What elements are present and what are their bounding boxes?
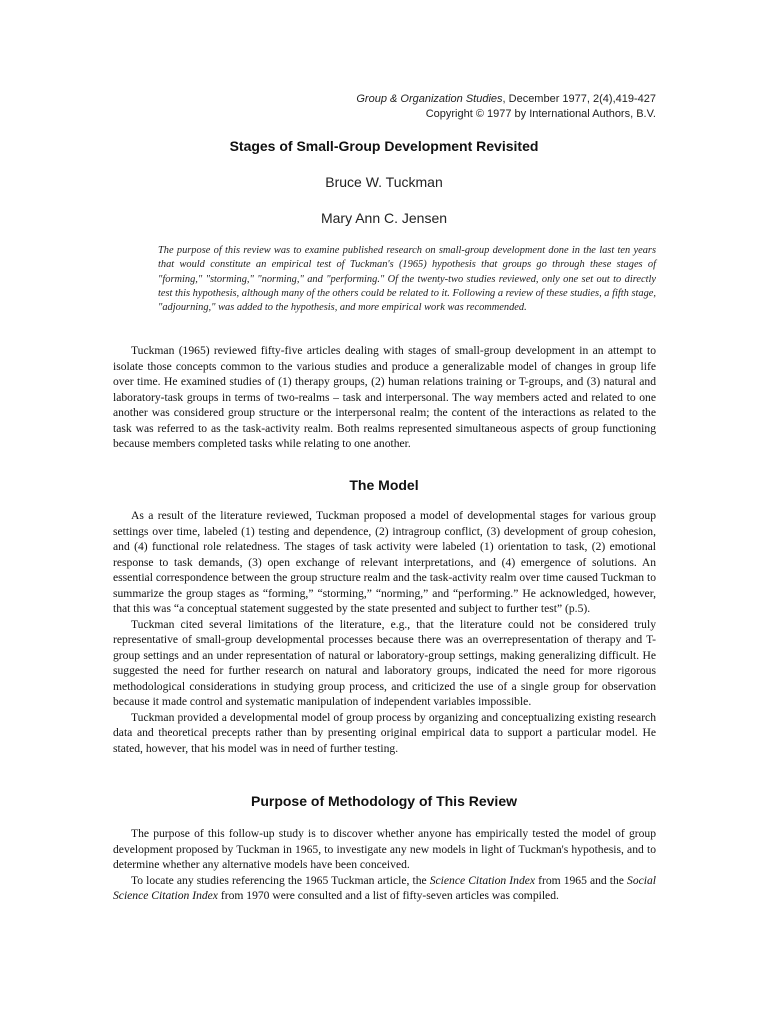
purpose-text-c: from 1970 were consulted and a list of fifty-seven articles was compiled. bbox=[217, 889, 559, 902]
purpose-text-b: from 1965 and the bbox=[535, 873, 628, 887]
author-1: Bruce W. Tuckman bbox=[325, 174, 443, 190]
intro-section bbox=[113, 343, 656, 452]
copyright-line: Copyright © 1977 by International Authors, B.V. bbox=[425, 108, 656, 120]
paper-title: Stages of Small-Group Development Revisited bbox=[229, 138, 539, 154]
purpose-section bbox=[113, 826, 656, 904]
journal-name: Group & Organization Studies bbox=[356, 93, 503, 105]
model-section bbox=[113, 508, 656, 756]
citation-line bbox=[356, 92, 656, 107]
purpose-text-a: To locate any studies referencing the 1965 Tuckman article, the bbox=[131, 873, 430, 887]
intro-paragraph: Tuckman (1965) reviewed fifty-five articles dealing with stages of small-group development in an attempt to isolate those concepts common to the various studies and produce a generalizable model of changes in group life over time. He examined studies of (1) therapy groups, (2) human relations training or T-groups, and (3) natural and laboratory-task groups in terms of two-realms – task and interpersonal. The way members acted and related to one another was considered group structure or the interpersonal realm; the content of the interactions as related to the task was referred to as the task-activity realm. Both realms represented simultaneous aspects of group functioning because members completed tasks while relating to one another. bbox=[113, 344, 656, 450]
social-science-citation-index: Social Science Citation Index bbox=[113, 873, 656, 902]
abstract: The purpose of this review was to examine published research on small-group development done in the last ten years that would constitute an empirical test of Tuckman's (1965) hypothesis that groups go through these stages of "forming," "storming," "norming," and "performing." Of the twenty-two studies reviewed, only one set out to directly test this hypothesis, although many of the others could be related to it. Following a review of these studies, a fifth stage, "adjourning," was added to the hypothesis, and more empirical work was recommended. bbox=[158, 245, 656, 314]
model-paragraph-1: As a result of the literature reviewed, Tuckman proposed a model of developmental stages for various group settings over time, labeled (1) testing and dependence, (2) intragroup conflict, (3) development of group cohesion, and (4) functional role relatedness. The stages of task activity were labeled (1) orientation to task, (2) emotional response to task demands, (3) open exchange of relevant interpretations, and (4) emergence of solutions. An essential correspondence between the group structure realm and the task-activity realm over time caused Tuckman to summarize the group stages as “forming,” “storming,” “norming,” and “performing.” He acknowledged, however, that this was “a conceptual statement suggested by the state presented and subject to further test” (p.5). bbox=[113, 509, 656, 615]
section-heading-purpose: Purpose of Methodology of This Review bbox=[250, 793, 517, 809]
citation-header bbox=[356, 92, 656, 122]
purpose-paragraph-2 bbox=[113, 873, 656, 904]
purpose-paragraph-1: The purpose of this follow-up study is to discover whether anyone has empirically tested the model of group development proposed by Tuckman in 1965, to investigate any new models in light of Tuckman's hypothesis, and to determine whether any alternative models have been conceived. bbox=[113, 827, 656, 871]
author-2: Mary Ann C. Jensen bbox=[320, 210, 448, 226]
science-citation-index: Science Citation Index bbox=[429, 873, 536, 887]
section-heading-model: The Model bbox=[349, 477, 419, 493]
model-paragraph-3: Tuckman provided a developmental model of group process by organizing and conceptualizing existing research data and theoretical precepts rather than by presenting original empirical data to support a particular model. He stated, however, that his model was in need of further testing. bbox=[113, 710, 656, 755]
citation-details: , December 1977, 2(4),419-427 bbox=[502, 93, 656, 105]
model-paragraph-2: Tuckman cited several limitations of the literature, e.g., that the literature could not be considered truly representative of small-group developmental processes because there was an overrepresentation of therapy and T-group settings and an under representation of natural or laboratory-group settings, making generalizing difficult. He suggested the need for further research on natural and laboratory groups, indicated the need for more rigorous methodological considerations in studying group process, and criticized the use of a single group for observation because it made control and systematic manipulation of independent variables impossible. bbox=[113, 617, 656, 708]
